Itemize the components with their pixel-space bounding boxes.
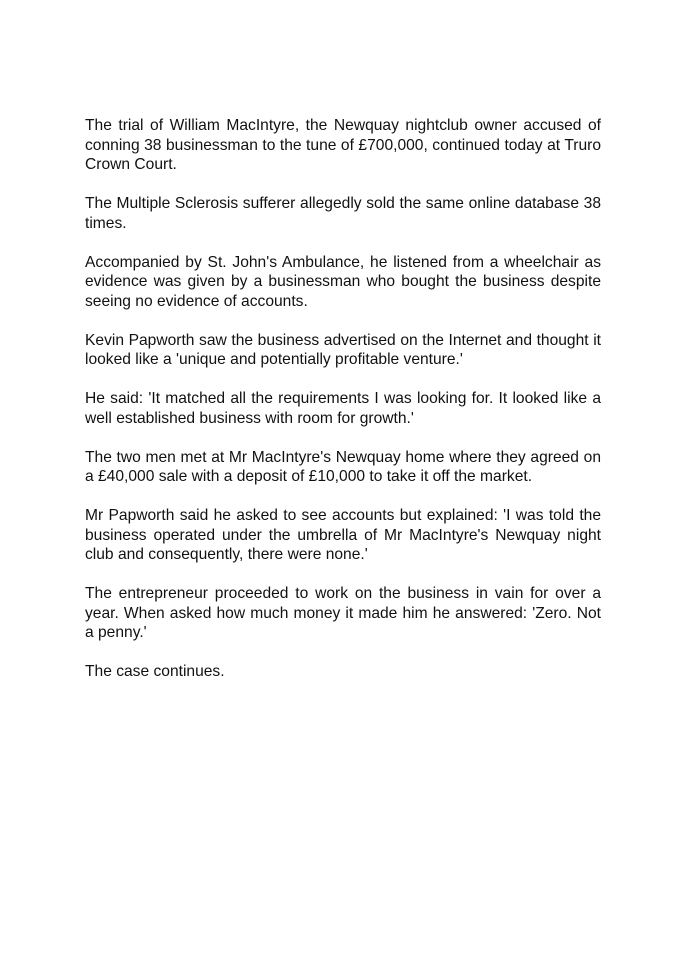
article-body xyxy=(85,116,601,701)
paragraph-1: The trial of William MacIntyre, the Newquay nightclub owner accused of conning 38 businessman to the tune of £700,000, continued today at Truro Crown Court. xyxy=(85,117,601,173)
paragraph-9: The case continues. xyxy=(85,663,225,680)
paragraph-2: The Multiple Sclerosis sufferer allegedly sold the same online database 38 times. xyxy=(85,195,601,232)
paragraph-6: The two men met at Mr MacIntyre's Newquay home where they agreed on a £40,000 sale with a deposit of £10,000 to take it off the market. xyxy=(85,448,601,485)
paragraph-7: Mr Papworth said he asked to see accounts but explained: 'I was told the business operated under the umbrella of Mr MacIntyre's Newquay night club and consequently, there were none.' xyxy=(85,507,601,563)
paragraph-5: He said: 'It matched all the requirements I was looking for. It looked like a well established business with room for growth.' xyxy=(85,390,601,427)
paragraph-3: Accompanied by St. John's Ambulance, he listened from a wheelchair as evidence was given by a businessman who bought the business despite seeing no evidence of accounts. xyxy=(85,253,601,310)
paragraph-4: Kevin Papworth saw the business advertised on the Internet and thought it looked like a 'unique and potentially profitable venture.' xyxy=(85,331,601,368)
paragraph-8: The entrepreneur proceeded to work on the business in vain for over a year. When asked how much money it made him he answered: 'Zero. Not a penny.' xyxy=(85,585,601,641)
